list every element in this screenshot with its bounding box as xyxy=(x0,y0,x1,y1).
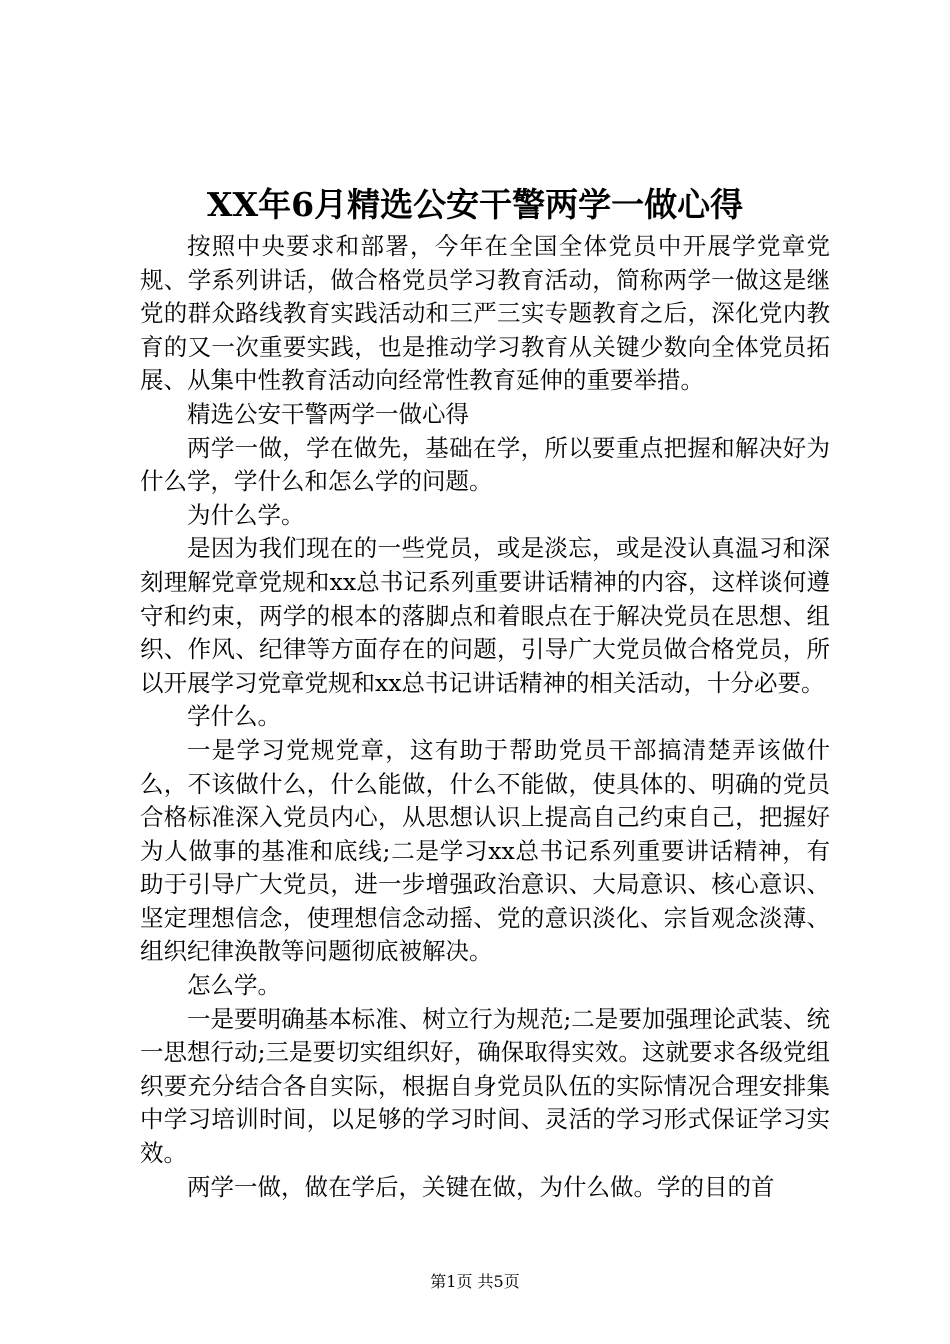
heading-how-learn: 怎么学。 xyxy=(187,971,281,1000)
paragraph-do-after-learn: 两学一做，做在学后，关键在做，为什么做。学的目的首 xyxy=(187,1172,775,1201)
page-number-footer: 第1页 共5页 xyxy=(430,1272,520,1291)
paragraph-learn-first: 两学一做，学在做先，基础在学，所以要重点把握和解决好为什么学，学什么和怎么学的问题。 xyxy=(140,433,830,496)
document-title: XX年6月精选公安干警两学一做心得 xyxy=(206,185,744,224)
paragraph-what-learn: 一是学习党规党章，这有助于帮助党员干部搞清楚弄该做什么，不该做什么，什么能做，什么不能做，使具体的、明确的党员合格标准深入党员内心，从思想认识上提高自己约束自己，把握好为人做事的基准和底线;二是学习xx总书记系列重要讲话精神，有助于引导广大党员，进一步增强政治意识、大局意识、核心意识、坚定理想信念，使理想信念动摇、党的意识淡化、宗旨观念淡薄、组织纪律涣散等问题彻底被解决。 xyxy=(140,735,830,966)
paragraph-why-learn: 是因为我们现在的一些党员，或是淡忘，或是没认真温习和深刻理解党章党规和xx总书记系列重要讲话精神的内容，这样谈何遵守和约束，两学的根本的落脚点和着眼点在于解决党员在思想、组织、作风、纪律等方面存在的问题，引导广大党员做合格党员，所以开展学习党章党规和xx总书记讲话精神的相关活动，十分必要。 xyxy=(140,534,830,697)
heading-why-learn: 为什么学。 xyxy=(187,500,305,529)
heading-what-learn: 学什么。 xyxy=(187,702,281,731)
document-body xyxy=(140,230,830,1204)
paragraph-subtitle: 精选公安干警两学一做心得 xyxy=(187,399,469,428)
paragraph-how-learn: 一是要明确基本标准、树立行为规范;二是要加强理论武装、统一思想行动;三是要切实组织好，确保取得实效。这就要求各级党组织要充分结合各自实际，根据自身党员队伍的实际情况合理安排集中学习培训时间，以足够的学习时间、灵活的学习形式保证学习实效。 xyxy=(140,1004,830,1168)
paragraph-intro: 按照中央要求和部署，今年在全国全体党员中开展学党章党规、学系列讲话，做合格党员学习教育活动，简称两学一做这是继党的群众路线教育实践活动和三严三实专题教育之后，深化党内教育的又一次重要实践，也是推动学习教育从关键少数向全体党员拓展、从集中性教育活动向经常性教育延伸的重要举措。 xyxy=(140,232,830,395)
